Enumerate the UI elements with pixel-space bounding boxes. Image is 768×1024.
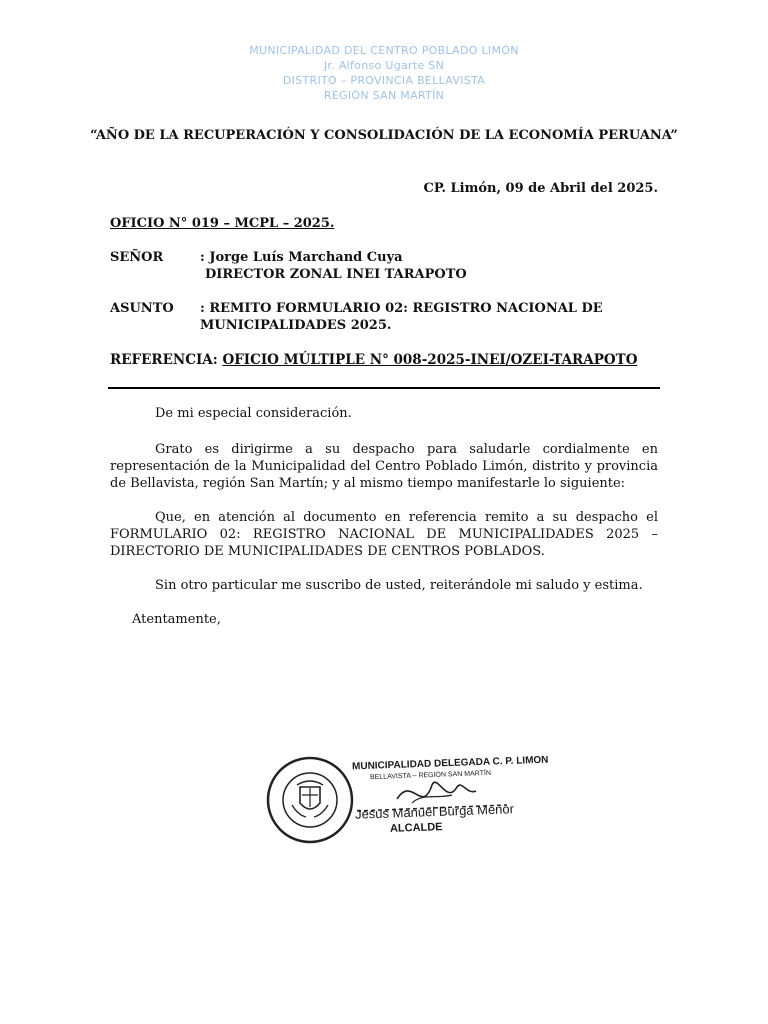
recipient-label: SEÑOR (110, 250, 164, 265)
greeting-text: De mi especial consideración. (155, 406, 352, 421)
subject-label: ASUNTO (110, 301, 174, 316)
reference-document: OFICIO MÚLTIPLE N° 008-2025-INEI/OZEI-TARAPOTO (222, 352, 638, 368)
letterhead-municipality: MUNICIPALIDAD DEL CENTRO POBLADO LIMÓN (249, 44, 519, 57)
municipal-seal (268, 758, 352, 842)
letterhead (0, 43, 768, 103)
recipient-name: : Jorge Luís Marchand Cuya (200, 250, 403, 265)
paragraph-3: Sin otro particular me suscribo de usted, reiterándole mi saludo y estima. (155, 578, 643, 593)
reference-label: REFERENCIA: (110, 352, 218, 368)
paragraph-2: Que, en atención al documento en referencia remito a su despacho el FORMULARIO 02: REGISTRO NACIONAL DE MUNICIPALIDADES 2025 – DIRECTORIO DE MUNICIPALIDADES DE CENTROS POBLADOS. (110, 510, 658, 559)
letterhead-address: Jr. Alfonso Ugarte SN (323, 59, 445, 72)
signature-stamp-region: BELLAVISTA – REGIÓN SAN MARTÍN (369, 769, 492, 782)
letter-date: CP. Limón, 09 de Abril del 2025. (423, 181, 658, 196)
signature-stamp-header: MUNICIPALIDAD DELEGADA C. P. LIMON (351, 754, 549, 773)
reference-line (110, 352, 637, 368)
letterhead-district: DISTRITO – PROVINCIA BELLAVISTA (282, 74, 486, 87)
year-motto: “AÑO DE LA RECUPERACIÓN Y CONSOLIDACIÓN DE LA ECONOMÍA PERUANA” (90, 128, 678, 143)
recipient-title: DIRECTOR ZONAL INEI TARAPOTO (205, 267, 467, 282)
letterhead-region: REGIÓN SAN MARTÍN (323, 89, 445, 102)
header-divider (108, 387, 660, 389)
oficio-number: OFICIO N° 019 – MCPL – 2025. (110, 216, 335, 231)
closing: Atentamente, (132, 612, 221, 627)
signatory-name: Jesus Manuel Burga Menor (354, 801, 515, 822)
paragraph-1: Grato es dirigirme a su despacho para saludarle cordialmente en representación de la Municipalidad del Centro Poblado Limón, distrito y provincia de Bellavista, región San Martín; y al mismo tiempo manifestarle lo siguiente: (110, 442, 658, 491)
greeting (110, 405, 658, 422)
signatory-role: ALCALDE (389, 821, 443, 835)
subject-line-1: : REMITO FORMULARIO 02: REGISTRO NACIONAL DE (200, 301, 603, 316)
subject-line-2: MUNICIPALIDADES 2025. (200, 318, 392, 333)
